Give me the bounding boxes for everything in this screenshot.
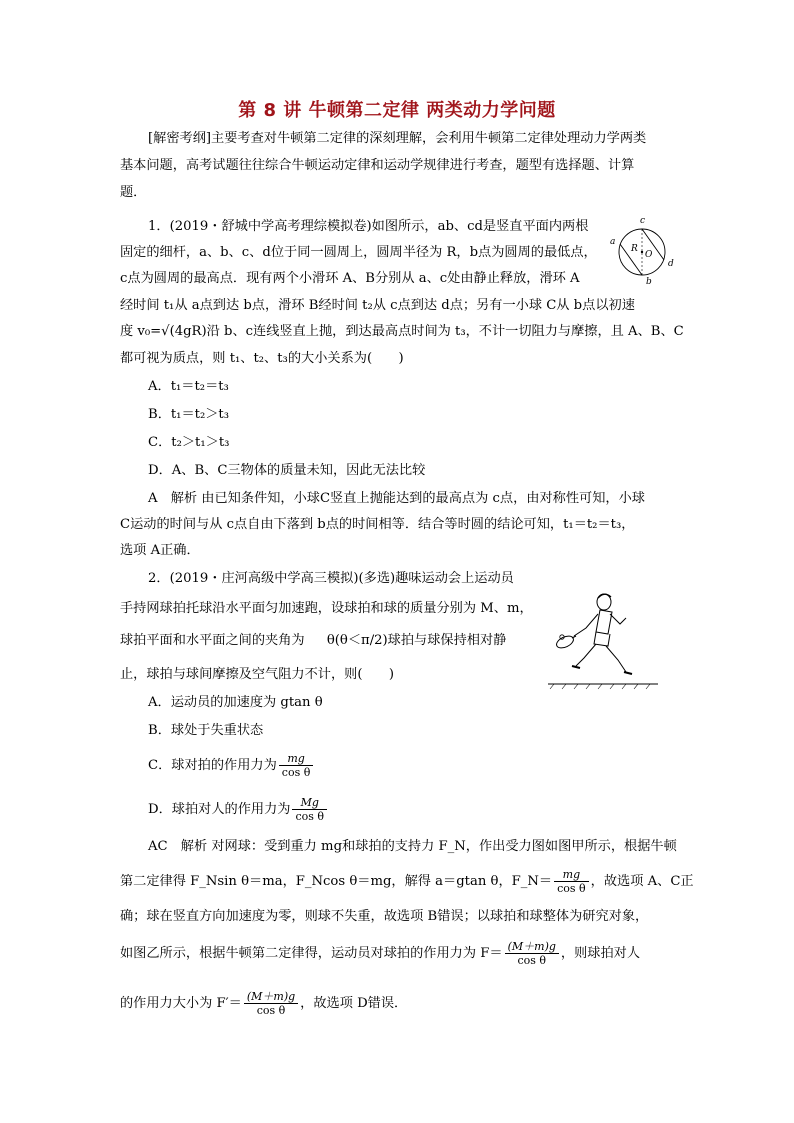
intro-line-1: [解密考纲]主要考查对牛顿第二定律的深刻理解，会利用牛顿第二定律处理动力学两类 <box>148 131 647 146</box>
q2-answer-2-text: 第二定律得 F_Nsin θ＝ma，F_Ncos θ＝mg，解得 a＝gtan θ，F_N＝ <box>120 874 553 889</box>
q2-line-3-text: 球拍平面和水平面之间的夹角为 <box>120 633 305 648</box>
label-a: a <box>610 237 616 247</box>
frac-den: cos θ <box>256 1004 286 1017</box>
q1-option-b: B．t₁＝t₂＞t₃ <box>148 407 230 422</box>
q2-answer-1: AC 解析 对网球：受到重力 mg和球拍的支持力 F_N，作出受力图如图甲所示，根据牛顿 <box>148 839 677 854</box>
q2-answer-5-tail: ，故选项 D错误． <box>300 996 408 1011</box>
label-c: c <box>640 216 646 226</box>
q2-answer-2 <box>120 868 694 895</box>
q2-answer-3: 确；球在竖直方向加速度为零，则球不失重，故选项 B错误；以球拍和球整体为研究对象， <box>120 909 649 924</box>
label-R: R <box>631 244 638 254</box>
q2-answer-4-tail: ，则球拍对人 <box>560 946 641 961</box>
q2-answer-5 <box>120 990 407 1017</box>
frac-num: (M＋m)g <box>505 940 559 954</box>
q2-answer-2-fraction <box>554 868 589 895</box>
q2-option-d-fraction <box>292 796 327 823</box>
q2-option-d-text: D．球拍对人的作用力为 <box>148 802 291 817</box>
q2-option-b: B．球处于失重状态 <box>148 723 264 738</box>
q2-option-c-text: C．球对拍的作用力为 <box>148 758 277 773</box>
q2-option-c-fraction <box>279 752 314 779</box>
label-d: d <box>668 259 674 269</box>
frac-den: cos θ <box>557 882 586 895</box>
frac-den: cos θ <box>517 954 547 967</box>
q2-line-2: 手持网球拍托球沿水平面匀加速跑，设球拍和球的质量分别为 M、m， <box>120 601 533 616</box>
frac-num: (M＋m)g <box>244 990 298 1004</box>
q2-answer-4-text: 如图乙所示，根据牛顿第二定律得，运动员对球拍的作用力为 F＝ <box>120 946 503 961</box>
q1-line-3: c点为圆周的最高点．现有两个小滑环 A、B分别从 a、c处由静止释放，滑环 A <box>120 271 580 286</box>
q1-answer-1: A 解析 由已知条件知，小球C竖直上抛能达到的最高点为 c点，由对称性可知，小球 <box>148 491 645 506</box>
frac-den: cos θ <box>295 810 325 823</box>
intro-line-2: 基本问题，高考试题往往综合牛顿运动定律和运动学规律进行考查，题型有选择题、计算 <box>120 158 635 173</box>
tennis-player-figure <box>548 588 668 692</box>
frac-num: mg <box>554 868 589 882</box>
frac-num: Mg <box>292 796 327 810</box>
intro-line-3: 题． <box>120 185 147 200</box>
q2-option-c <box>148 752 315 779</box>
q2-answer-5-fraction <box>244 990 298 1017</box>
q1-line-4: 经时间 t₁从 a点到达 b点，滑环 B经时间 t₂从 c点到达 d点；另有一小球 C从 b点以初速 <box>120 298 635 313</box>
q1-line-5: 度 v₀=√(4gR)沿 b、c连线竖直上抛，到达最高点时间为 t₃，不计一切阻力与摩擦，且 A、B、C <box>120 324 684 339</box>
q2-option-d <box>148 796 329 823</box>
q2-line-3 <box>120 632 506 650</box>
page-title: 第 8 讲 牛顿第二定律 两类动力学问题 <box>238 100 556 121</box>
q1-line-6: 都可视为质点，则 t₁、t₂、t₃的大小关系为( ) <box>120 351 404 366</box>
q2-line-3-angle: θ(θ＜π/2)球拍与球保持相对静 <box>326 633 507 648</box>
label-O: O <box>645 250 653 260</box>
q1-option-c: C．t₂＞t₁＞t₃ <box>148 435 230 450</box>
q2-answer-4 <box>120 940 640 967</box>
q2-line-1: 2．(2019・庄河高级中学高三模拟)(多选)趣味运动会上运动员 <box>148 571 514 586</box>
center-point <box>641 251 643 253</box>
frac-num: mg <box>279 752 314 766</box>
q2-line-4: 止，球拍与球间摩擦及空气阻力不计，则( ) <box>120 667 395 682</box>
q1-answer-2: C运动的时间与从 c点自由下落到 b点的时间相等．结合等时圆的结论可知，t₁＝t₂＝t₃， <box>120 517 635 532</box>
q1-option-d: D．A、B、C三物体的质量未知，因此无法比较 <box>148 463 426 478</box>
q1-answer-3: 选项 A正确． <box>120 543 200 558</box>
q1-option-a: A．t₁＝t₂＝t₃ <box>148 379 229 394</box>
q2-answer-5-text: 的作用力大小为 F′＝ <box>120 996 242 1011</box>
q2-answer-2-tail: ，故选项 A、C正 <box>590 874 694 889</box>
q1-line-2: 固定的细杆，a、b、c、d位于同一圆周上，圆周半径为 R，b点为圆周的最低点， <box>120 245 597 260</box>
q2-option-a: A．运动员的加速度为 gtan θ <box>148 695 323 710</box>
q2-answer-4-fraction <box>505 940 559 967</box>
q1-line-1: 1．(2019・舒城中学高考理综模拟卷)如图所示，ab、cd是竖直平面内两根 <box>148 219 589 234</box>
circle-figure <box>604 214 680 288</box>
frac-den: cos θ <box>281 766 311 779</box>
label-b: b <box>646 277 652 287</box>
